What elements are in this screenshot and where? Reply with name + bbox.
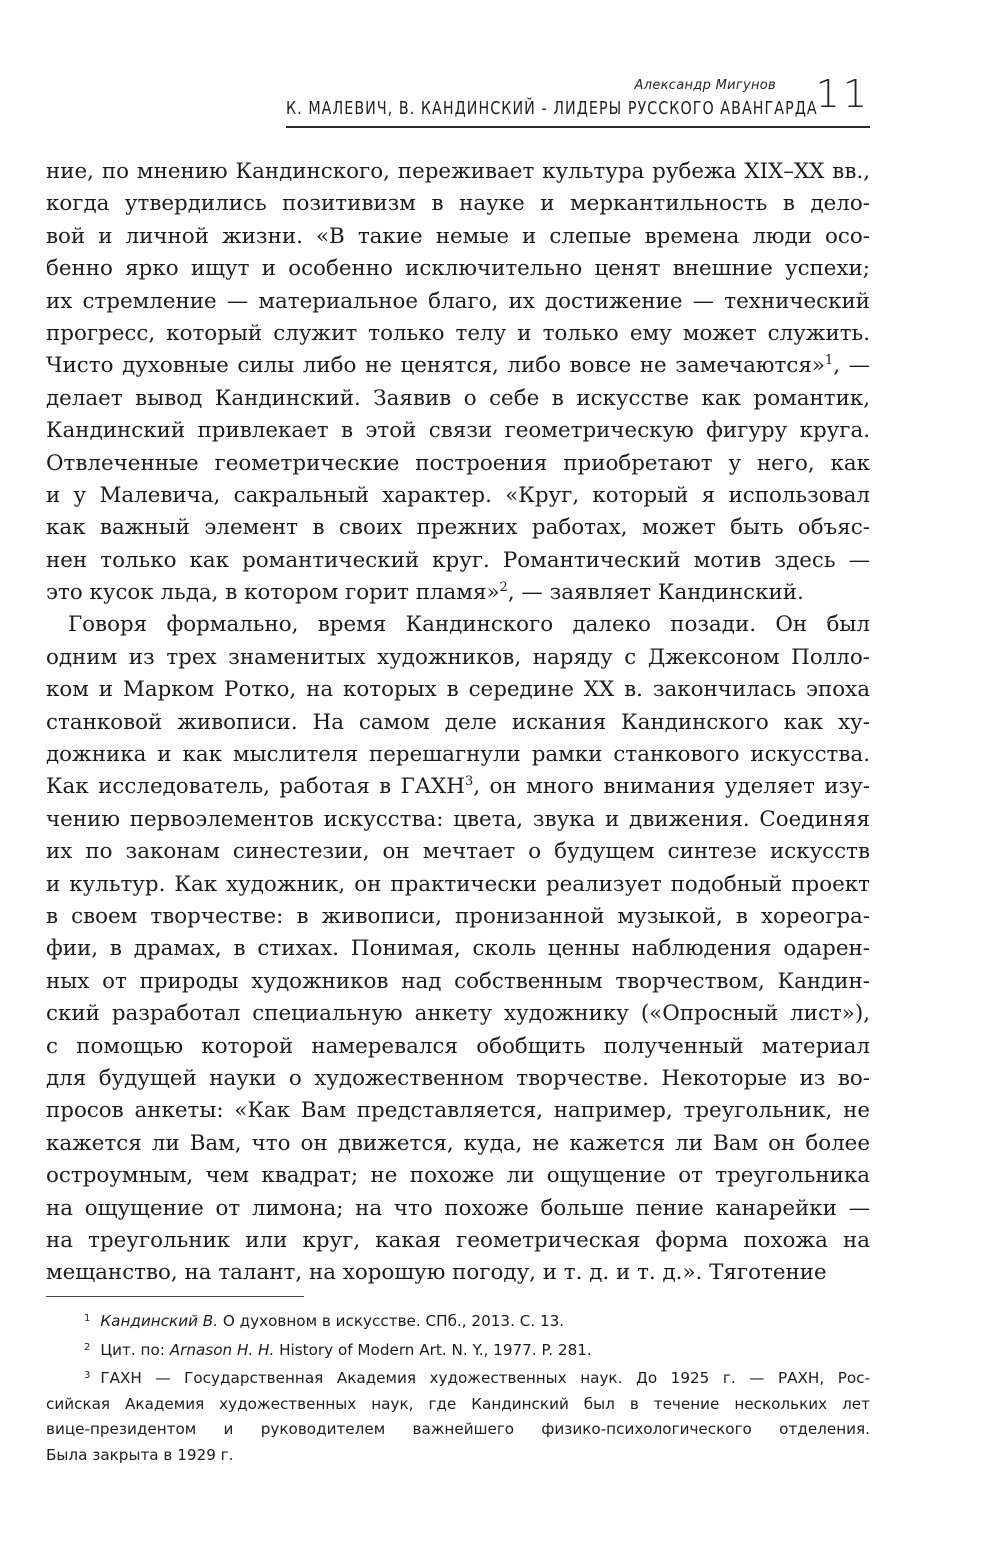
text-span: Как исследователь, работая в ГАХН [46, 774, 465, 800]
paragraph-start-line: Говоря формально, время Кандинского далеко позади. Он был [68, 612, 870, 638]
footnote-3 [46, 1363, 870, 1392]
text-line: станковой живописи. На самом деле искания Кандинского как ху- [46, 709, 870, 735]
text-line: вой и личной жизни. «В такие немые и слепые времена люди осо- [46, 223, 870, 249]
header-author: Александр Мигунов [634, 78, 776, 93]
text-span: Чисто духовные силы либо не ценятся, либо вовсе не замечаются» [46, 353, 825, 379]
text-line: ние, по мнению Кандинского, переживает культура рубежа XIX–XX вв., [46, 159, 870, 184]
footnote-3-line: Была закрыта в 1929 г. [46, 1445, 234, 1464]
text-line: их по законам синестезии, он мечтает о будущем синтезе искусств [46, 839, 870, 865]
footnote-author: Кандинский В. [100, 1312, 219, 1330]
text-line: делает вывод Кандинский. Заявив о себе в искусстве как романтик, [46, 385, 870, 411]
text-line: как важный элемент в своих прежних работах, может быть объяс- [46, 515, 870, 541]
text-line: одним из трех знаменитых художников, наряду с Джексоном Полло- [46, 644, 870, 670]
text-line: и у Малевича, сакральный характер. «Круг, который я использовал [46, 482, 870, 508]
text-line: с помощью которой намеревался обобщить полученный материал [46, 1033, 870, 1059]
text-span: , — [833, 353, 870, 379]
body-text [46, 156, 870, 1290]
header-rule [286, 126, 870, 128]
text-span: , он много внимания уделяет изу- [473, 774, 871, 800]
footnote-author: Arnason H. H. [169, 1340, 275, 1359]
text-span: , — заявляет Кандинский. [507, 580, 804, 606]
footnote-2 [46, 1335, 870, 1364]
text-line: просов анкеты: «Как Вам представляется, например, треугольник, не [46, 1098, 870, 1124]
text-line: на треугольник или круг, какая геометрическая форма похожа на [46, 1227, 870, 1253]
running-title: К. МАЛЕВИЧ, В. КАНДИНСКИЙ - ЛИДЕРЫ РУССКОГО АВАНГАРДА [286, 98, 818, 119]
text-line: бенно ярко ищут и особенно исключительно ценят внешние успехи; [46, 256, 870, 282]
text-line: Кандинский привлекает в этой связи геометрическую фигуру круга. [46, 418, 870, 444]
text-line [46, 771, 870, 803]
footnote-ref-3[interactable]: 3 [464, 774, 474, 790]
footnote-rule [46, 1296, 304, 1297]
text-line: на ощущение от лимона; на что похоже больше пение канарейки — [46, 1195, 870, 1221]
text-line: мещанство, на талант, на хорошую погоду, и т. д. и т. д.». Тяготение [46, 1260, 827, 1286]
text-span: это кусок льда, в котором горит пламя» [46, 580, 500, 606]
page-number: 11 [815, 72, 870, 116]
text-line: ком и Марком Ротко, на которых в середине XX в. закончилась эпоха [46, 677, 870, 703]
footnote-text: History of Modern Art. N. Y., 1977. P. 281. [274, 1340, 592, 1359]
text-line [46, 577, 870, 609]
text-line: ский разработал специальную анкету художнику («Опросный лист»), [46, 1001, 870, 1027]
text-line: и культур. Как художник, он практически реализует подобный проект [46, 871, 870, 897]
footnote-prefix: Цит. по: [100, 1340, 170, 1359]
footnote-number: 1 [84, 1313, 91, 1324]
footnote-number: 3 [84, 1370, 91, 1381]
footnote-3-line: вице-президентом и руководителем важнейшего физико-психологического отделения. [46, 1420, 870, 1438]
text-line: для будущей науки о художественном творчестве. Некоторые из во- [46, 1065, 870, 1091]
footnote-number: 2 [84, 1341, 91, 1353]
text-line: чению первоэлементов искусства: цвета, звука и движения. Соединяя [46, 806, 870, 832]
footnote-text: ГАХН — Государственная Академия художественных наук. До 1925 г. — РАХН, Рос- [100, 1369, 870, 1387]
footnote-ref-2[interactable]: 2 [499, 579, 508, 595]
footnotes [46, 1306, 870, 1468]
text-line: фии, в драмах, в стихах. Понимая, сколь ценны наблюдения одарен- [46, 936, 870, 962]
text-line: прогресс, который служит только телу и только ему может служить. [46, 320, 870, 346]
footnote-1 [46, 1306, 870, 1335]
text-line: нен только как романтический круг. Романтический мотив здесь — [46, 547, 870, 573]
text-line: дожника и как мыслителя перешагнули рамки станкового искусства. [46, 742, 870, 768]
footnote-ref-1[interactable]: 1 [824, 353, 834, 369]
footnote-3-line: сийская Академия художественных наук, где Кандинский был в течение нескольких лет [46, 1394, 870, 1413]
text-line: ных от природы художников над собственным творчеством, Кандин- [46, 968, 870, 994]
text-line: когда утвердились позитивизм в науке и меркантильность в дело- [46, 191, 870, 217]
text-line: их стремление — материальное благо, их достижение — технический [46, 288, 870, 314]
text-line [46, 350, 870, 382]
running-header [286, 74, 870, 128]
text-line: в своем творчестве: в живописи, пронизанной музыкой, в хореогра- [46, 903, 870, 929]
text-line: кажется ли Вам, что он движется, куда, не кажется ли Вам он более [46, 1130, 870, 1156]
text-line: остроумным, чем квадрат; не похоже ли ощущение от треугольника [46, 1163, 870, 1189]
text-line: Отвлеченные геометрические построения приобретают у него, как [46, 450, 870, 476]
footnote-text: О духовном в искусстве. СПб., 2013. С. 13. [218, 1312, 565, 1330]
